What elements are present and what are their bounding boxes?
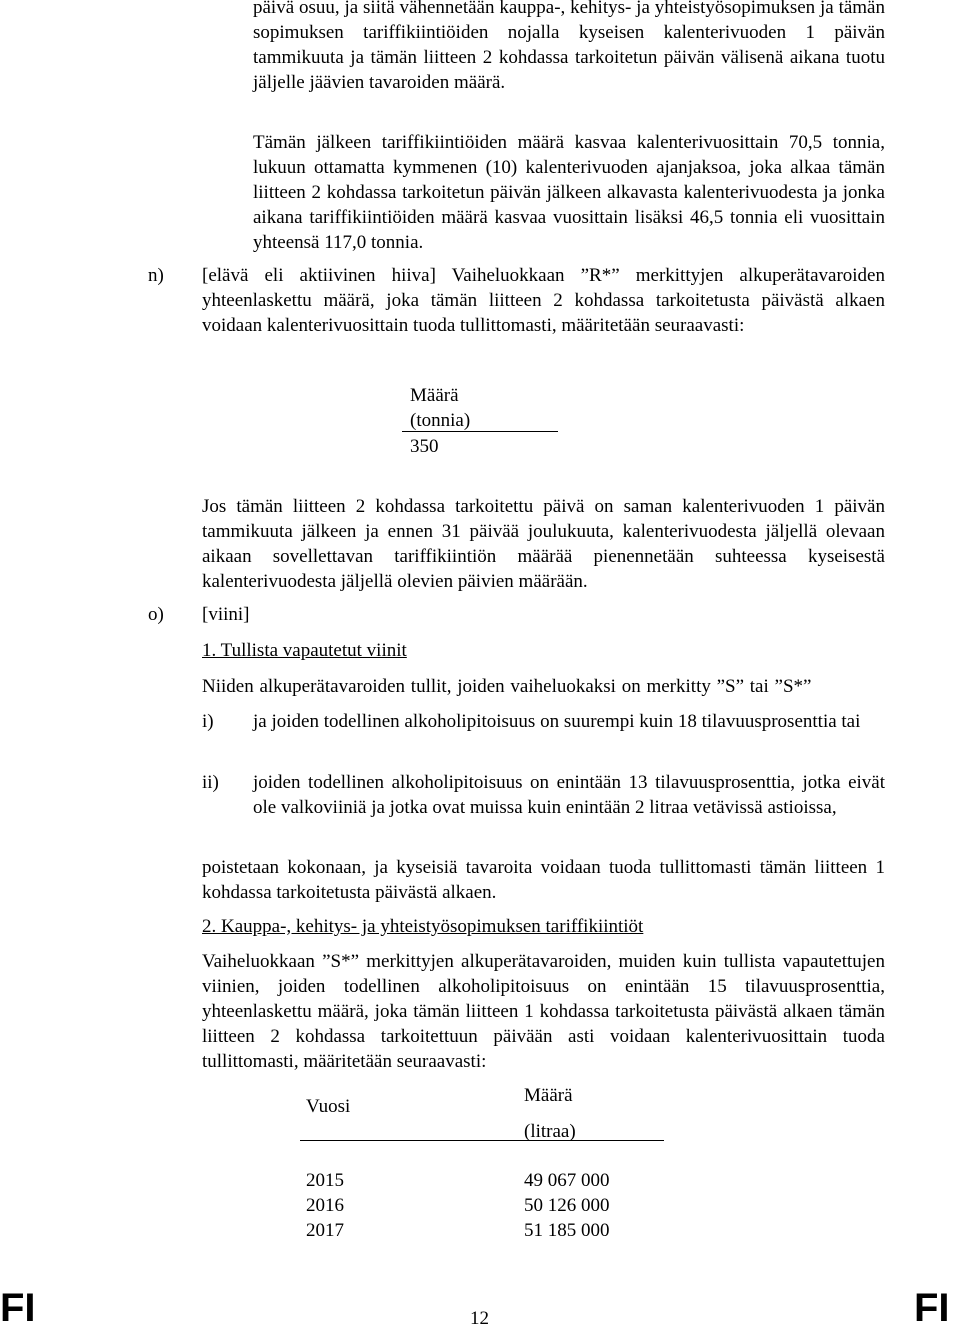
wine-table-year-2017: 2017 (306, 1220, 344, 1241)
section-2-heading: 2. Kauppa-, kehitys- ja yhteistyösopimuksen tariffikiintiöt (202, 916, 644, 937)
item-n-reduction-text: Jos tämän liitteen 2 kohdassa tarkoitettu päivä on saman kalenterivuoden 1 päivän tammikuuta jälkeen ja ennen 31 päivää joulukuuta, kalenterivuodesta jäljellä olevaan aikaan sovellettavan tariffikiintiön määrää pienennetään suhteessa kyseisestä kalenterivuodesta jäljellä olevien päivien määrään. (202, 496, 885, 592)
yeast-table-rule (402, 431, 558, 432)
sub-ii-text: joiden todellinen alkoholipitoisuus on enintään 13 tilavuusprosenttia, jotka eivät ole valkoviiniä ja jotka ovat muissa kuin enintään 2 litraa vetävissä astioissa, (253, 772, 885, 818)
growth-paragraph: Tämän jälkeen tariffikiintiöiden määrä kasvaa kalenterivuosittain 70,5 tonnia, lukuun ottamatta kymmenen (10) kalenterivuoden ajanjaksoa, joka alkaa tämän liitteen 2 kohdassa tarkoitetun päivän jälkeen alkavasta kalenterivuodesta ja jonka aikana tariffikiintiöiden määrä kasvaa vuosittain lisäksi 46,5 tonnia eli vuosittain yhteensä 117,0 tonnia. (253, 132, 885, 253)
item-o-title: [viini] (202, 604, 250, 625)
sub-i-text: ja joiden todellinen alkoholipitoisuus on suurempi kuin 18 tilavuusprosenttia tai (253, 711, 861, 732)
item-n-letter: n) (148, 265, 164, 286)
sub-i-label: i) (202, 711, 214, 732)
section-1-outro: poistetaan kokonaan, ja kyseisiä tavaroita voidaan tuoda tullittomasti tämän liitteen 1 kohdassa tarkoitetusta päivästä alkaen. (202, 857, 885, 903)
footer-language-mark-left: FI (0, 1286, 36, 1330)
wine-table-header-year: Vuosi (306, 1096, 351, 1117)
continuation-paragraph: päivä osuu, ja siitä vähennetään kauppa-, kehitys- ja yhteistyösopimuksen ja tämän sopimuksen tariffikiintiöiden nojalla kyseisen kalenterivuoden 1 päivän tammikuuta ja tämän liitteen 2 kohdassa tarkoitetun päivän välisenä aikana tuotu jäljelle jäävien tavaroiden määrä. (253, 0, 885, 93)
wine-table-amount-2015: 49 067 000 (524, 1170, 610, 1191)
section-1-intro: Niiden alkuperätavaroiden tullit, joiden vaiheluokaksi on merkitty ”S” tai ”S*” (202, 676, 812, 697)
page-number: 12 (470, 1308, 489, 1329)
footer-language-mark-right: FI (914, 1286, 950, 1330)
wine-table-amount-2016: 50 126 000 (524, 1195, 610, 1216)
item-o-letter: o) (148, 604, 164, 625)
yeast-table-header-amount: Määrä (410, 385, 459, 406)
wine-table-header-amount: Määrä (524, 1085, 573, 1106)
wine-table-year-2016: 2016 (306, 1195, 344, 1216)
wine-table-amount-2017: 51 185 000 (524, 1220, 610, 1241)
wine-table-header-unit: (litraa) (524, 1121, 576, 1142)
item-n-text: [elävä eli aktiivinen hiiva] Vaiheluokkaan ”R*” merkittyjen alkuperätavaroiden yhteenlaskettu määrä, joka tämän liitteen 2 kohdassa tarkoitetusta päivästä alkaen voidaan kalenterivuosittain tuoda tullittomasti, määritetään seuraavasti: (202, 265, 885, 336)
section-2-text: Vaiheluokkaan ”S*” merkittyjen alkuperätavaroiden, muiden kuin tullista vapautettujen viinien, joiden todellinen alkoholipitoisuus on enintään 15 tilavuusprosenttia, yhteenlaskettu määrä, joka tämän liitteen 1 kohdassa tarkoitetusta päivästä alkaen tämän liitteen 2 kohdassa tarkoitettuun päivään asti voidaan kalenterivuosittain tuoda tullittomasti, määritetään seuraavasti: (202, 951, 885, 1072)
wine-table-year-2015: 2015 (306, 1170, 344, 1191)
section-1-heading: 1. Tullista vapautetut viinit (202, 640, 407, 661)
sub-ii-label: ii) (202, 772, 219, 793)
wine-table-rule (300, 1140, 664, 1141)
yeast-table-header-unit: (tonnia) (410, 410, 471, 431)
yeast-table-value: 350 (410, 436, 439, 457)
